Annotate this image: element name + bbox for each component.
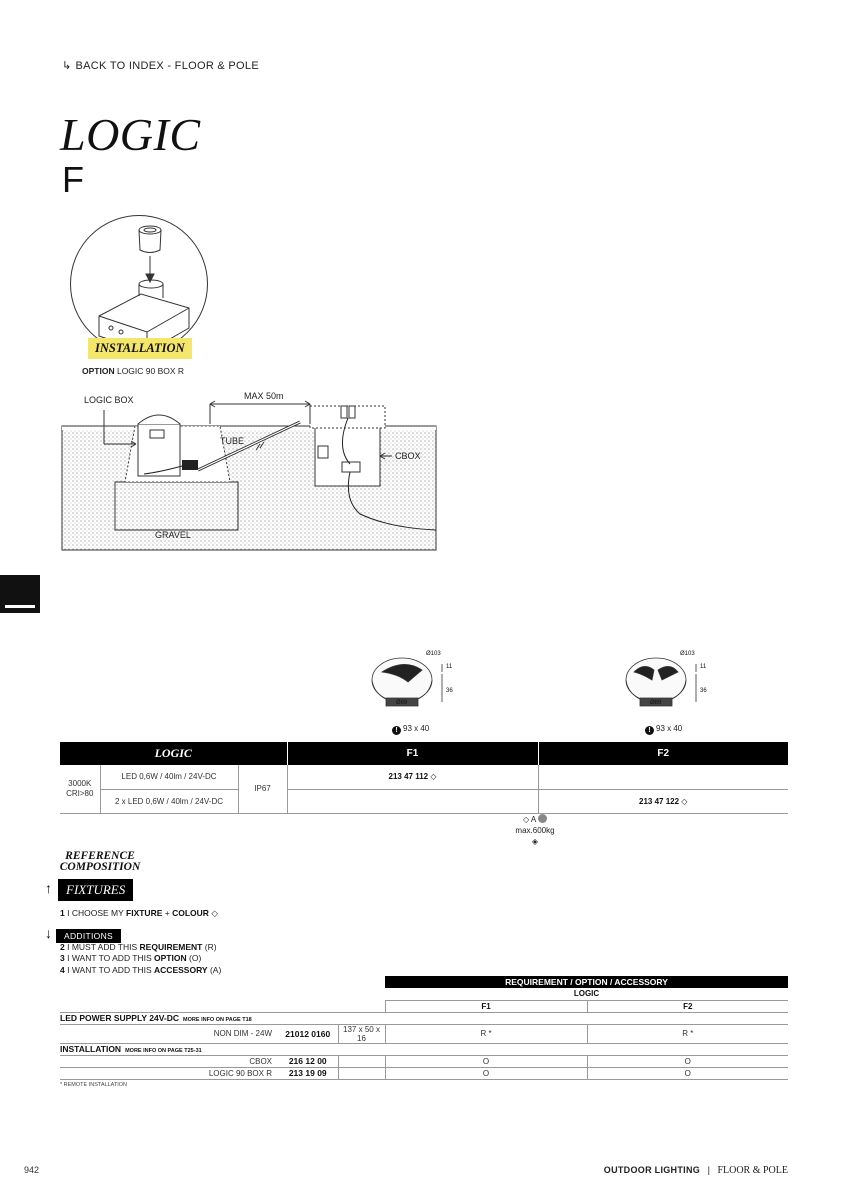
f1-dim-top: Ø103 <box>426 651 441 657</box>
power-supply-dims: 137 x 50 x 16 <box>338 1024 385 1043</box>
reference-title-line2: COMPOSITION <box>59 861 141 873</box>
step3-option: OPTION <box>154 953 187 963</box>
step1-plus: + <box>164 908 170 918</box>
installation-diagram <box>60 388 438 553</box>
cbox-label: CBOX <box>395 451 421 461</box>
step-4 <box>60 965 221 976</box>
table-row <box>60 765 788 789</box>
step-3 <box>60 953 201 964</box>
fixture-f1-size <box>392 724 429 735</box>
step3-number: 3 <box>60 953 65 963</box>
accessories-columns-row <box>60 1000 788 1012</box>
section-row <box>60 1043 788 1055</box>
logic-box-code: 213 19 09 <box>278 1067 338 1079</box>
cct-value: 3000K <box>68 778 92 788</box>
cbox-code: 216 12 00 <box>278 1055 338 1067</box>
step4-accessory: ACCESSORY <box>154 965 208 975</box>
f1-extra-info <box>485 814 585 847</box>
reference-title-line1: REFERENCE <box>65 850 135 862</box>
cbox-name: CBOX <box>60 1055 278 1067</box>
fixture-f1-svg <box>364 650 484 722</box>
step1-mark: ◇ <box>211 908 218 918</box>
colour-dot-icon <box>538 814 547 823</box>
max-distance-label: MAX 50m <box>244 391 284 401</box>
page-subtitle: F <box>62 159 84 200</box>
accessories-table <box>60 976 788 1080</box>
accessory-a-label: ◇ A <box>522 815 536 824</box>
product-table <box>60 742 788 814</box>
fixture-f1-size-value: 93 x 40 <box>403 724 430 733</box>
row1-f1-code: 213 47 112 ◇ <box>287 765 538 789</box>
option-prefix: OPTION <box>82 366 115 376</box>
reference-composition-title <box>58 851 142 873</box>
fixtures-tag: FIXTURES <box>58 879 133 901</box>
logic-box-f1: O <box>385 1067 587 1079</box>
option-value: LOGIC 90 BOX R <box>116 366 185 376</box>
f2-dim-top: Ø103 <box>680 651 695 657</box>
power-supply-title: LED POWER SUPPLY 24V-DC <box>60 1013 180 1023</box>
arrow-down-icon: ↓ <box>45 925 52 941</box>
fixture-f2-drawing <box>618 650 738 727</box>
spacer-cell <box>60 1000 385 1012</box>
info-icon: ! <box>392 726 401 735</box>
additions-tag: ADDITIONS <box>56 929 121 943</box>
row2-f1-code <box>287 789 538 813</box>
cbox-f2: O <box>587 1055 788 1067</box>
step1-text: I CHOOSE MY <box>67 908 124 918</box>
fixture-f2-size-value: 93 x 40 <box>656 724 683 733</box>
spacer-cell <box>60 976 385 988</box>
back-to-index-label: BACK TO INDEX - FLOOR & POLE <box>75 60 259 72</box>
installation-diagram-svg <box>60 388 438 553</box>
step2-number: 2 <box>60 942 65 952</box>
step2-suffix: (R) <box>204 942 217 952</box>
accessories-product-row <box>60 988 788 1000</box>
power-supply-f2: R * <box>587 1024 788 1043</box>
logic-box-name: LOGIC 90 BOX R <box>60 1067 278 1079</box>
fixture-f2-size <box>645 724 682 735</box>
tube-label: TUBE <box>220 436 245 446</box>
step-1 <box>60 908 218 919</box>
power-supply-name: NON DIM - 24W <box>60 1024 278 1043</box>
f1-dim-bottom: Ø89 <box>396 700 408 706</box>
f1-dim-h2: 36 <box>446 688 453 694</box>
installation-drawing <box>71 216 208 353</box>
table-row <box>60 789 788 813</box>
table-row <box>60 1055 788 1067</box>
table-row <box>60 1024 788 1043</box>
step1-fixture: FIXTURE <box>126 908 163 918</box>
power-supply-f1: R * <box>385 1024 587 1043</box>
cri-value: CRI>80 <box>66 788 94 798</box>
footnote: * REMOTE INSTALLATION <box>60 1082 128 1088</box>
accessories-col-f2: F2 <box>587 1000 788 1012</box>
accessories-product: LOGIC <box>385 988 788 1000</box>
power-supply-note: MORE INFO ON PAGE T18 <box>183 1017 252 1023</box>
footer-separator: | <box>707 1165 710 1175</box>
logic-box-dims <box>338 1067 385 1079</box>
column-header-f1: F1 <box>287 742 538 765</box>
column-header-f2: F2 <box>538 742 788 765</box>
step1-colour: COLOUR <box>172 908 209 918</box>
power-supply-code: 21012 0160 <box>278 1024 338 1043</box>
return-arrow-icon: ↳ <box>62 60 72 72</box>
step-2 <box>60 942 217 953</box>
spacer-cell <box>60 988 385 1000</box>
fixture-f1-drawing <box>364 650 484 727</box>
row2-desc: 2 x LED 0,6W / 40lm / 24V-DC <box>100 789 238 813</box>
installation-title: INSTALLATION <box>60 1044 122 1054</box>
product-header-name: LOGIC <box>60 742 287 765</box>
drive-over-icon: ◈ <box>531 837 539 846</box>
row1-f2-code <box>538 765 788 789</box>
footer-section <box>604 1165 788 1176</box>
fixtures-section <box>45 879 133 901</box>
product-table-header <box>60 742 788 765</box>
footer-category: FLOOR & POLE <box>717 1165 788 1176</box>
info-icon: ! <box>645 726 654 735</box>
accessories-header-row <box>60 976 788 988</box>
fixture-f2-svg <box>618 650 738 722</box>
ip-cell: IP67 <box>238 765 287 813</box>
back-to-index-link[interactable] <box>62 59 259 72</box>
page-number: 942 <box>24 1165 40 1175</box>
max-load: max.600kg <box>515 826 555 835</box>
f2-dim-bottom: Ø89 <box>650 700 662 706</box>
row1-desc: LED 0,6W / 40lm / 24V-DC <box>100 765 238 789</box>
installation-section <box>60 1043 788 1055</box>
installation-badge: INSTALLATION <box>88 338 192 359</box>
step1-number: 1 <box>60 908 65 918</box>
section-tab-bar <box>5 605 35 608</box>
power-supply-section <box>60 1012 788 1024</box>
accessory-a-line <box>485 814 585 825</box>
section-tab-marker <box>0 575 40 613</box>
row2-f2-code: 213 47 122 ◇ <box>538 789 788 813</box>
step3-suffix: (O) <box>189 953 202 963</box>
cct-cell <box>60 765 100 813</box>
arrow-up-icon: ↑ <box>45 880 52 896</box>
f2-dim-h2: 36 <box>700 688 707 694</box>
cbox-f1: O <box>385 1055 587 1067</box>
accessories-col-f1: F1 <box>385 1000 587 1012</box>
logic-box-label: LOGIC BOX <box>84 395 134 405</box>
f2-dim-h1: 11 <box>700 664 707 670</box>
accessories-header: REQUIREMENT / OPTION / ACCESSORY <box>385 976 788 988</box>
table-row <box>60 1067 788 1079</box>
gravel-label: GRAVEL <box>155 530 191 540</box>
installation-illustration <box>70 215 208 353</box>
f1-dim-h1: 11 <box>446 664 453 670</box>
footer-section-name: OUTDOOR LIGHTING <box>603 1165 701 1175</box>
step4-text: I WANT TO ADD THIS <box>67 965 152 975</box>
step4-suffix: (A) <box>209 965 222 975</box>
step2-text: I MUST ADD THIS <box>67 942 138 952</box>
section-row <box>60 1012 788 1024</box>
step3-text: I WANT TO ADD THIS <box>67 953 152 963</box>
step2-requirement: REQUIREMENT <box>139 942 203 952</box>
installation-note: MORE INFO ON PAGE T25-31 <box>125 1048 202 1054</box>
page-title: LOGIC <box>60 109 201 160</box>
installation-option <box>82 366 184 376</box>
cbox-dims <box>338 1055 385 1067</box>
step4-number: 4 <box>60 965 65 975</box>
logic-box-f2: O <box>587 1067 788 1079</box>
